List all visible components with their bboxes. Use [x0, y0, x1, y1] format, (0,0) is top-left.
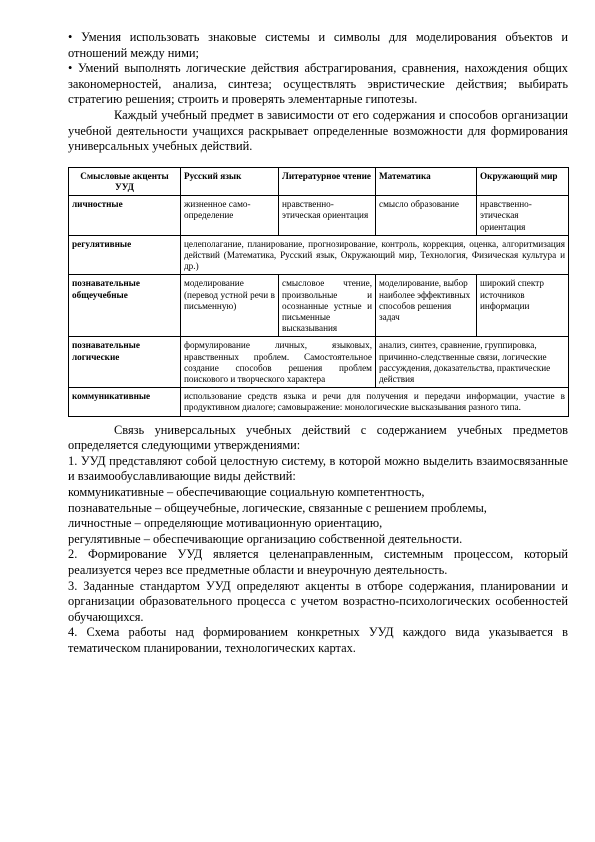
cell-personal-math: смысло образование: [376, 196, 477, 236]
table-row: [69, 337, 569, 388]
conclusion-point-2: 2. Формирование УУД является целенаправленным, системным процессом, который реализуется через все предметные области и внеурочную деятельность.: [68, 547, 568, 577]
conclusions-section: [68, 423, 568, 657]
cell-cognitive-logical-math: анализ, синтез, сравнение, группировка, причинно-следственные связи, логические рассуждения, доказательства, практические действия: [376, 337, 569, 388]
table-row: [69, 235, 569, 275]
uud-table: [68, 167, 569, 417]
row-label-cognitive-general: познавательные общеучебные: [69, 275, 181, 337]
header-mathematics: Математика: [376, 167, 477, 195]
conclusion-intro: Связь универсальных учебных действий с содержанием учебных предметов определяется следующими утверждениями:: [68, 422, 568, 453]
table-header-row: [69, 167, 569, 195]
header-world-around: Окружающий мир: [477, 167, 569, 195]
header-literary-reading: Литературное чтение: [279, 167, 376, 195]
cell-cognitive-general-world: широкий спектр источников информации: [477, 275, 569, 337]
header-russian: Русский язык: [181, 167, 279, 195]
uud-type-communicative: коммуникативные – обеспечивающие социальную компетентность,: [68, 484, 425, 499]
intro-bullet-2: • Умений выполнять логические действия абстрагирования, сравнения, нахождения общих закономерностей, анализа, синтеза; осуществлять эвристические действия; выбирать стратегию решения; строить и проверять элементарные гипотезы.: [68, 61, 568, 107]
row-label-cognitive-logical: познавательные логические: [69, 337, 181, 388]
row-label-regulatory: регулятивные: [69, 235, 181, 275]
row-label-communicative: коммуникативные: [69, 388, 181, 416]
cell-communicative-merged: использование средств языка и речи для получения и передачи информации, участие в продуктивном диалоге; самовыражение: монологические высказывания разного типа.: [181, 388, 569, 416]
intro-paragraph: Каждый учебный предмет в зависимости от его содержания и способов организации учебной деятельности учащихся раскрывает определенные возможности для формирования универсальных учебных действий.: [68, 107, 568, 154]
conclusion-point-1: 1. УУД представляют собой целостную систему, в которой можно выделить взаимосвязанные и взаимообуславливающие виды действий:: [68, 453, 568, 484]
document-page: [68, 30, 568, 657]
cell-personal-literary: нравственно-этическая ориентация: [279, 196, 376, 236]
uud-type-regulatory: регулятивные – обеспечивающие организацию собственной деятельности.: [68, 531, 463, 546]
cell-personal-russian: жизненное само-определение: [181, 196, 279, 236]
table-row: [69, 196, 569, 236]
cell-cognitive-general-russian: моделирование (перевод устной речи в письменную): [181, 275, 279, 337]
uud-type-cognitive: познавательные – общеучебные, логические, связанные с решением проблемы,: [68, 500, 487, 515]
conclusion-point-3: 3. Заданные стандартом УУД определяют акценты в отборе содержания, планировании и организации образовательного процесса с учетом возрастно-психологических особенностей обучающихся.: [68, 578, 568, 624]
header-semantic-accents: Смысловые акценты УУД: [69, 167, 181, 195]
cell-cognitive-general-literary: смысловое чтение, произвольные и осознанные устные и письменные высказывания: [279, 275, 376, 337]
row-label-personal: личностные: [69, 196, 181, 236]
cell-personal-world: нравственно-этическая ориентация: [477, 196, 569, 236]
table-row: [69, 388, 569, 416]
conclusion-point-4: 4. Схема работы над формированием конкретных УУД каждого вида указывается в тематическом планировании, технологических картах.: [68, 625, 568, 655]
table-row: [69, 275, 569, 337]
cell-cognitive-logical-language: формулирование личных, языковых, нравственных проблем. Самостоятельное создание способов решения проблем поискового и творческого характера: [181, 337, 376, 388]
cell-regulatory-merged: целеполагание, планирование, прогнозирование, контроль, коррекция, оценка, алгоритмизация действий (Математика, Русский язык, Окружающий мир, Технология, Физическая культура и др.): [181, 235, 569, 275]
uud-type-personal: личностные – определяющие мотивационную ориентацию,: [68, 516, 383, 531]
intro-bullet-1: • Умения использовать знаковые системы и символы для моделирования объектов и отношений между ними;: [68, 30, 568, 60]
cell-cognitive-general-math: моделирование, выбор наиболее эффективных способов решения задач: [376, 275, 477, 337]
